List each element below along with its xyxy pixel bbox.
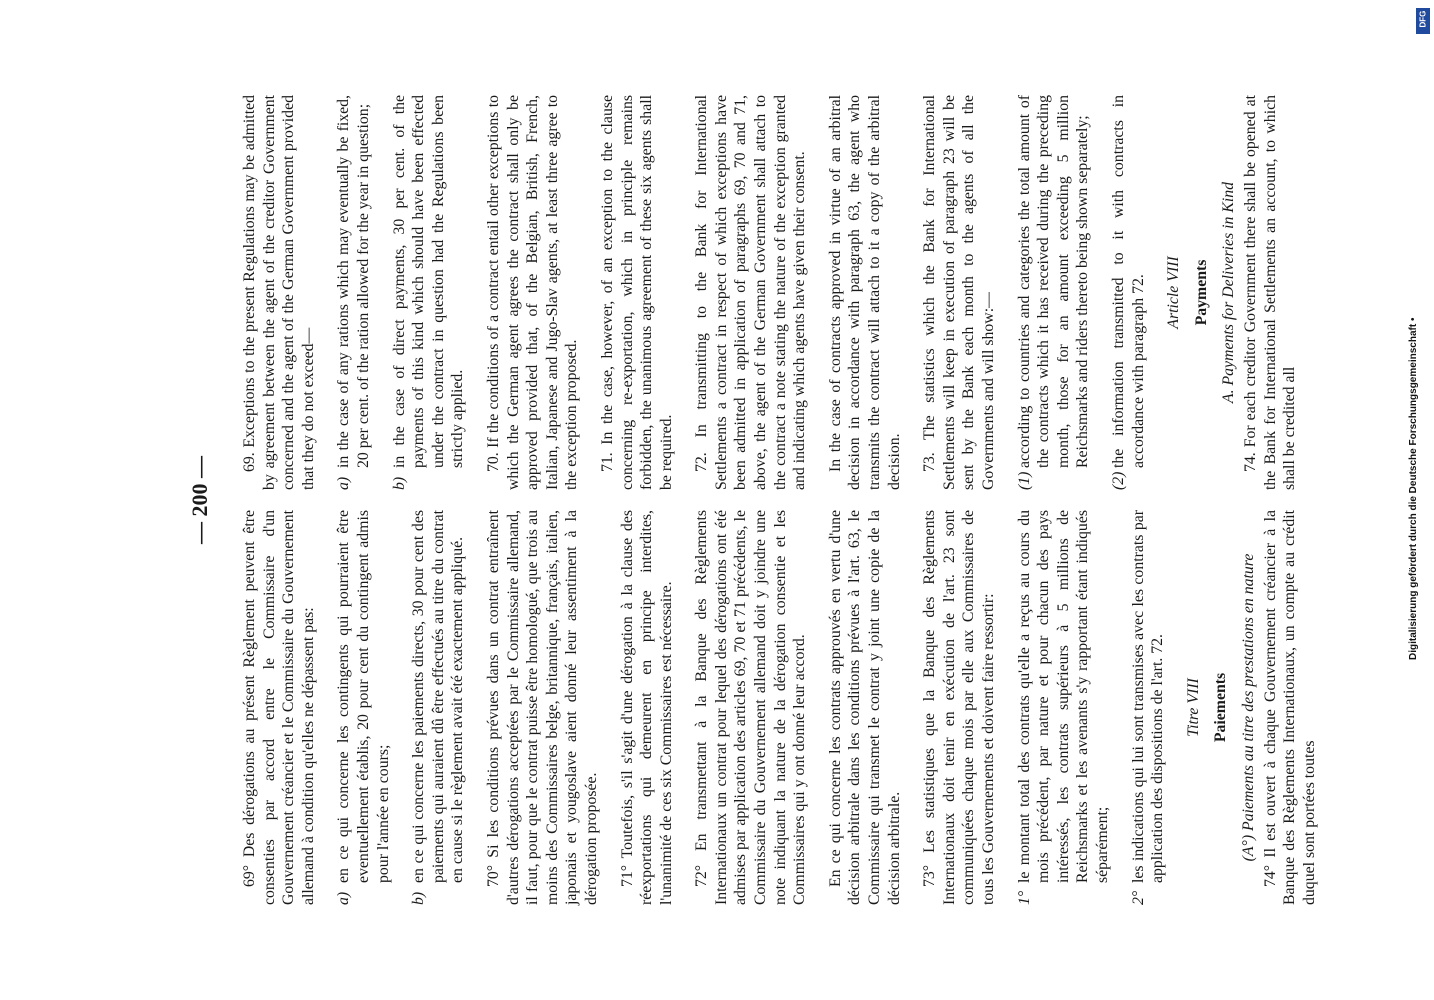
en-article-71: 71. In the case, however, of an exception to the clause concerning re-exportation, which in principle remains forbidden, the unanimous agreement of these six agents shall be required. <box>598 95 675 490</box>
digitization-credit-text: Digitalisierung gefördert durch die Deutsche Forschungsgemeinschaft • <box>1408 317 1419 660</box>
fr-heading: Paiements <box>1212 672 1230 743</box>
en-73-1-text: according to countries and categories the total amount of the contracts which it has received during the preceding month, those for an amount exceeding 5 million Reichsmarks and riders thereto being shown separately; <box>1015 95 1092 468</box>
en-69a-marker: a) <box>335 476 353 490</box>
fr-article-71: 71° Toutefois, s'il s'agit d'une dérogation à la clause des réexportations qui demeurent en principe interdites, l'unanimité de ces six Commissaires est nécessaire. <box>618 510 675 905</box>
fr-73-2-text: les indications qui lui sont transmises avec les contrats par application des dispositions de l'art. 72. <box>1129 510 1167 883</box>
fr-subheading: (A°) Paiements au titre des prestations en nature <box>1239 553 1257 862</box>
en-title: Article VIII <box>1165 256 1183 329</box>
en-69a-text: in the case of any rations which may eventually be fixed, 20 per cent. of the ration allowed for the year in question; <box>335 95 372 468</box>
digitization-credit <box>1408 0 1432 1000</box>
en-article-73-1 <box>1015 95 1093 490</box>
fr-article-69: 69° Des dérogations au présent Règlement peuvent être consenties par accord entre le Commissaire d'un Gouvernement créancier et le Commissaire du Gouvernement allemand à condition qu'elles ne dépassent pas: <box>241 510 317 905</box>
fr-73-1-marker: 1° <box>1015 890 1033 905</box>
en-article-73-2 <box>1109 95 1148 490</box>
fr-73-1-text: le montant total des contrats qu'elle a reçus au cours du mois précédent, par nature et pour chacun des pays intéressés, les contrats supérieurs à 5 millions de Reichsmarks et les avenants s'y rapportant étant indiqués séparément; <box>1015 510 1111 883</box>
en-article-74: 74. For each creditor Government there shall be opened at the Bank for International Settlements an account, to which shall be credited all <box>1241 95 1299 490</box>
en-subheading: A. Payments for Deliveries in Kind <box>1220 181 1238 404</box>
fr-article-70: 70° Si les conditions prévues dans un contrat entraînent d'autres dérogations acceptées par le Commissaire allemand, il faut, pour que le contrat puisse être homologué, que trois au moins des Commissaires belge, britannique, français, italien, japonais et yougoslave aient donné leur assentiment à la dérogation proposée. <box>484 510 600 905</box>
page-number: — 200 — <box>187 456 212 544</box>
fr-article-73-1 <box>1015 510 1113 905</box>
rotated-page <box>170 80 1350 920</box>
fr-73-2-marker: 2° <box>1129 890 1147 905</box>
fr-article-69b <box>409 510 468 905</box>
en-73-2-marker: (2) <box>1109 471 1127 490</box>
fr-article-73: 73° Les statistiques que la Banque des Règlements Internationaux doit tenir en exécution de l'art. 23 sont communiquées chaque mois par elle aux Commissaires de tous les Gouvernements et doivent faire ressortir: <box>921 510 997 905</box>
en-69b-marker: b) <box>390 476 408 490</box>
en-73-1-marker: (1) <box>1015 471 1033 490</box>
fr-69a-text: en ce qui concerne les contingents qui pourraient être eventuellement établis, 20 pour cent du contingent admis pour l'année en cours; <box>335 510 392 883</box>
en-article-72-cont: In the case of contracts approved in virtue of an arbitral decision in accordance with paragraph 63, the agent who transmits the contract will attach to it a copy of the arbitral decision. <box>826 95 903 490</box>
fr-69b-marker: b) <box>410 891 428 905</box>
en-heading: Payments <box>1192 259 1210 326</box>
fr-article-69a <box>334 510 393 905</box>
french-column <box>240 510 1350 905</box>
fr-article-72-cont: En ce qui concerne les contrats approuvés en vertu d'une décision arbitrale dans les conditions prévues à l'art. 63, le Commissaire qui transmet le contrat y joint une copie de la décision arbitrale. <box>826 510 903 905</box>
fr-article-72: 72° En transmettant à la Banque des Règlements Internationaux un contrat pour lequel des dérogations ont été admises par application des articles 69, 70 et 71 précédents, le Commissaire du Gouvernement allemand doit y joindre une note indiquant la nature de la dérogation consentie et les Commissaires qui y ont donné leur accord. <box>693 510 809 905</box>
fr-title: Titre VIII <box>1184 678 1202 737</box>
en-article-70: 70. If the conditions of a contract entail other exceptions to which the German agent agrees the contract shall only be approved provided that, of the Belgian, British, French, Italian, Japanese and Jugo-Slav agents, at least three agree to the exception proposed. <box>484 95 581 490</box>
fr-69b-text: en ce qui concerne les paiements directs, 30 pour cent des paiements qui auraient dû être effectués au titre du contrat en cause si le règlement avait été exactement appliqué. <box>410 510 467 883</box>
fr-69a-marker: a) <box>335 891 353 905</box>
en-article-69a <box>334 95 373 490</box>
en-article-73: 73. The statistics which the Bank for International Settlements will keep in execution of paragraph 23 will be sent by the Bank each month to the agents of all the Governments and will show:— <box>921 95 997 490</box>
fr-article-74: 74° Il est ouvert à chaque Gouvernement créancier à la Banque des Règlements Internationaux, un compte au crédit duquel sont portées toutes <box>1261 510 1318 905</box>
en-article-69: 69. Exceptions to the present Regulations may be admitted by agreement between the agent of the creditor Government concerned and the agent of the German Government provided that they do not exceed— <box>241 95 317 490</box>
english-column <box>240 95 1350 490</box>
en-69b-text: in the case of direct payments, 30 per cent. of the payments of this kind which should have been effected under the contract in question had the Regulations been strictly applied. <box>390 95 467 468</box>
fr-article-73-2 <box>1129 510 1168 905</box>
dfg-logo-text: DFG <box>1418 10 1428 28</box>
en-73-2-text: the information transmitted to it with contracts in accordance with paragraph 72. <box>1109 95 1147 468</box>
en-article-72: 72. In transmitting to the Bank for International Settlements a contract in respect of which exceptions have been admitted in application of paragraphs 69, 70 and 71, above, the agent of the German Government shall attach to the contract a note stating the nature of the exception granted and indicating which agents have given their consent. <box>693 95 809 490</box>
en-article-69b <box>390 95 468 490</box>
